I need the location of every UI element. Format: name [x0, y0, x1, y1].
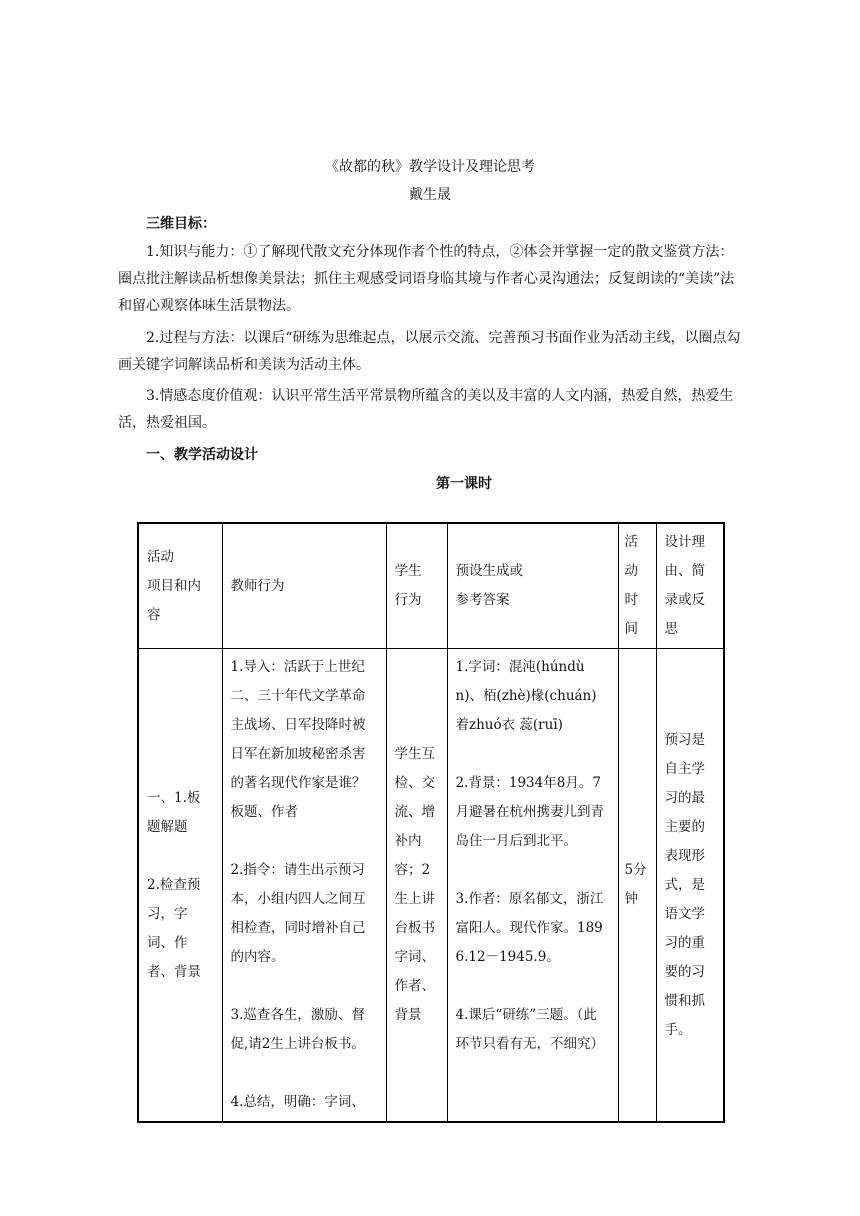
header-reason-line-2: 由、简 [664, 563, 705, 579]
goal-paragraph-2: 2.过程与方法：以课后“研练为思维起点，以展示交流、完善预习书面作业为活动主线，以圈点勾画关键字词解读品析和美读为活动主体。 [118, 330, 741, 373]
preset-answer-1: 1.字词：混沌(húndùn)、栢(zhè)椽(chuán)着zhuó衣 蕊(ruī) [455, 659, 597, 733]
header-activity-line-1: 活动 [147, 548, 174, 565]
header-time-line-3: 时 [624, 592, 638, 608]
activity-item-2: 2.检查预习，字词、作者、背景 [147, 876, 201, 980]
activity-item-1: 一、1.板题解题 [147, 789, 201, 835]
header-preset-line-1: 预设生成或 [455, 563, 523, 579]
preset-answer-2: 2.背景：1934年8月。7月避暑在杭州携妻儿到青岛住一月后到北平。 [455, 775, 604, 849]
section-heading: 一、教学活动设计 [146, 447, 258, 463]
activity-table [137, 522, 725, 1123]
header-preset [447, 523, 618, 649]
cell-time: 5分钟 [618, 649, 656, 1123]
header-teacher: 教师行为 [222, 523, 386, 649]
header-reason-line-1: 设计理 [664, 534, 705, 550]
document-title: 《故都的秋》教学设计及理论思考 [325, 159, 535, 175]
header-time [618, 523, 656, 649]
teacher-step-4: 4.总结，明确：字词、 [230, 1094, 365, 1110]
teacher-step-3: 3.巡查各生，激励、督促,请2生上讲台板书。 [230, 1007, 365, 1052]
table-header-row [138, 523, 724, 649]
goal-paragraph-1: 1.知识与能力：①了解现代散文充分体现作者个性的特点，②体会并掌握一定的散文鉴赏方法：圈点批注解读品析想像美景法；抓住主观感受词语身临其境与作者心灵沟通法；反复朗读的“美读”法和留心观察体味生活景物法。 [118, 244, 735, 314]
header-reason-line-4: 思 [664, 621, 678, 637]
header-activity [138, 523, 222, 649]
header-time-line-2: 动 [624, 563, 638, 579]
header-time-line-1: 活 [624, 534, 638, 550]
table-row [138, 649, 724, 1123]
cell-teacher [222, 649, 386, 1123]
preset-answer-4: 4.课后“研练”三题。（此环节只看有无，不细究） [455, 1007, 604, 1052]
header-activity-line-2: 项目和内 [147, 577, 201, 594]
header-student-line-1: 学生 [394, 563, 422, 579]
header-time-line-4: 间 [624, 621, 638, 637]
lesson-heading: 第一课时 [436, 476, 492, 492]
cell-reason: 预习是自主学习的最主要的表现形式，是语文学习的重要的习惯和抓手。 [656, 649, 724, 1123]
cell-preset [447, 649, 618, 1123]
goal-paragraph-3: 3.情感态度价值观：认识平常生活平常景物所蕴含的美以及丰富的人文内涵，热爱自然，热爱生活，热爱祖国。 [118, 388, 734, 431]
goals-heading: 三维目标： [146, 216, 216, 232]
preset-answer-3: 3.作者：原名郁文，浙江富阳人。现代作家。1896.12－1945.9。 [455, 891, 604, 965]
header-preset-line-2: 参考答案 [455, 592, 510, 608]
header-reason [656, 523, 724, 649]
cell-activity [138, 649, 222, 1123]
header-student [386, 523, 447, 649]
document-author: 戴生晟 [409, 187, 451, 203]
header-student-line-2: 行为 [394, 592, 422, 608]
teacher-step-1: 1.导入：活跃于上世纪二、三十年代文学革命主战场、日军投降时被日军在新加坡秘密杀害的著名现代作家是谁？板题、作者 [230, 659, 366, 820]
header-reason-line-3: 录或反 [664, 592, 705, 608]
cell-student: 学生互检、交流、增补内容；2生上讲台板书字词、作者、背景 [386, 649, 447, 1123]
header-activity-line-3: 容 [147, 606, 161, 623]
teacher-step-2: 2.指令：请生出示预习本，小组内四人之间互相检查，同时增补自己的内容。 [230, 862, 366, 965]
